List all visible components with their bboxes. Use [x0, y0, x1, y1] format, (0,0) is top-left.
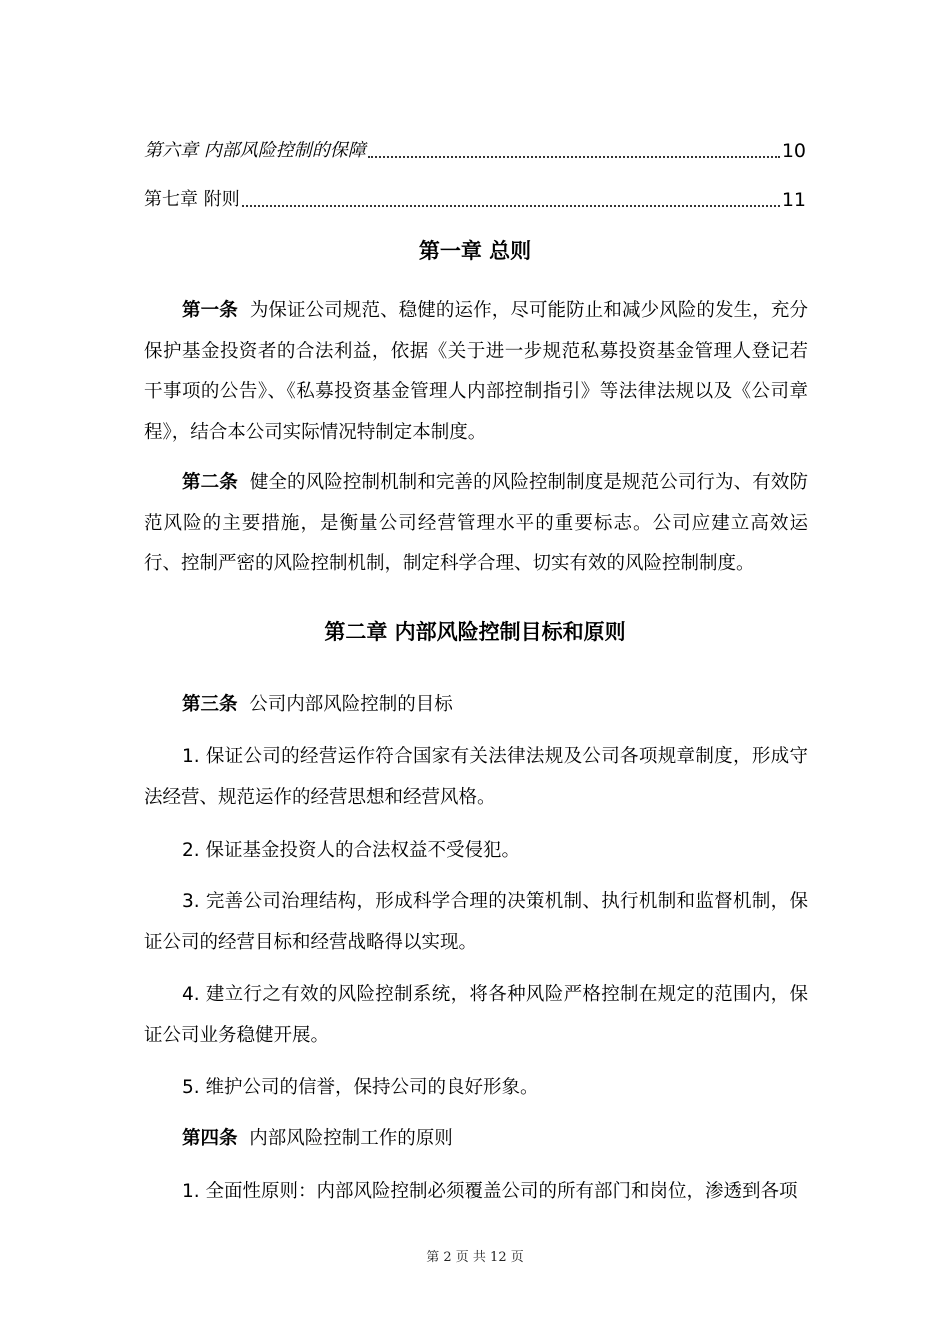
article-label: 第三条: [182, 694, 238, 715]
list-item: 1. 全面性原则：内部风险控制必须覆盖公司的所有部门和岗位，渗透到各项: [182, 1181, 798, 1202]
article-paragraph: [144, 463, 808, 585]
toc-entry[interactable]: [144, 185, 806, 215]
toc-entry-title: 第六章 内部风险控制的保障: [144, 140, 366, 161]
toc-dot-leader: [242, 204, 780, 207]
article-text: 公司内部风险控制的目标: [249, 694, 453, 715]
list-item: 2. 保证基金投资人的合法权益不受侵犯。: [182, 840, 521, 861]
article-text: 内部风险控制工作的原则: [249, 1128, 453, 1149]
toc-entry-page: 11: [781, 189, 806, 211]
article-text: 健全的风险控制机制和完善的风险控制制度是规范公司行为、有效防范风险的主要措施，是衡量公司经营管理水平的重要标志。公司应建立高效运行、控制严密的风险控制机制，制定科学合理、切实有效的风险控制制度。: [144, 472, 808, 574]
list-item: 4. 建立行之有效的风险控制系统，将各种风险严格控制在规定的范围内，保证公司业务稳健开展。: [144, 984, 808, 1046]
chapter-heading: 第二章 内部风险控制目标和原则: [324, 620, 626, 644]
page-number-footer: 第 2 页 共 12 页: [426, 1250, 524, 1265]
list-item: 1. 保证公司的经营运作符合国家有关法律法规及公司各项规章制度，形成守法经营、规范运作的经营思想和经营风格。: [144, 746, 808, 808]
toc-entry-page: 10: [781, 140, 806, 162]
article-label: 第一条: [182, 300, 238, 321]
article-text: 为保证公司规范、稳健的运作，尽可能防止和减少风险的发生，充分保护基金投资者的合法利益，依据《关于进一步规范私募投资基金管理人登记若干事项的公告》、《私募投资基金管理人内部控制指引》等法律法规以及《公司章程》，结合本公司实际情况特制定本制度。: [144, 300, 808, 443]
article-paragraph: [144, 291, 808, 453]
article-paragraph: [144, 685, 808, 726]
chapter-heading: 第一章 总则: [418, 239, 532, 263]
article-label: 第四条: [182, 1128, 238, 1149]
article-paragraph: [144, 1119, 808, 1160]
article-label: 第二条: [182, 472, 238, 493]
toc-dot-leader: [368, 155, 780, 158]
toc-entry[interactable]: [144, 136, 806, 166]
list-item: 5. 维护公司的信誉，保持公司的良好形象。: [182, 1077, 539, 1098]
list-item: 3. 完善公司治理结构，形成科学合理的决策机制、执行机制和监督机制，保证公司的经营目标和经营战略得以实现。: [144, 891, 808, 953]
toc-entry-title: 第七章 附则: [144, 189, 240, 210]
